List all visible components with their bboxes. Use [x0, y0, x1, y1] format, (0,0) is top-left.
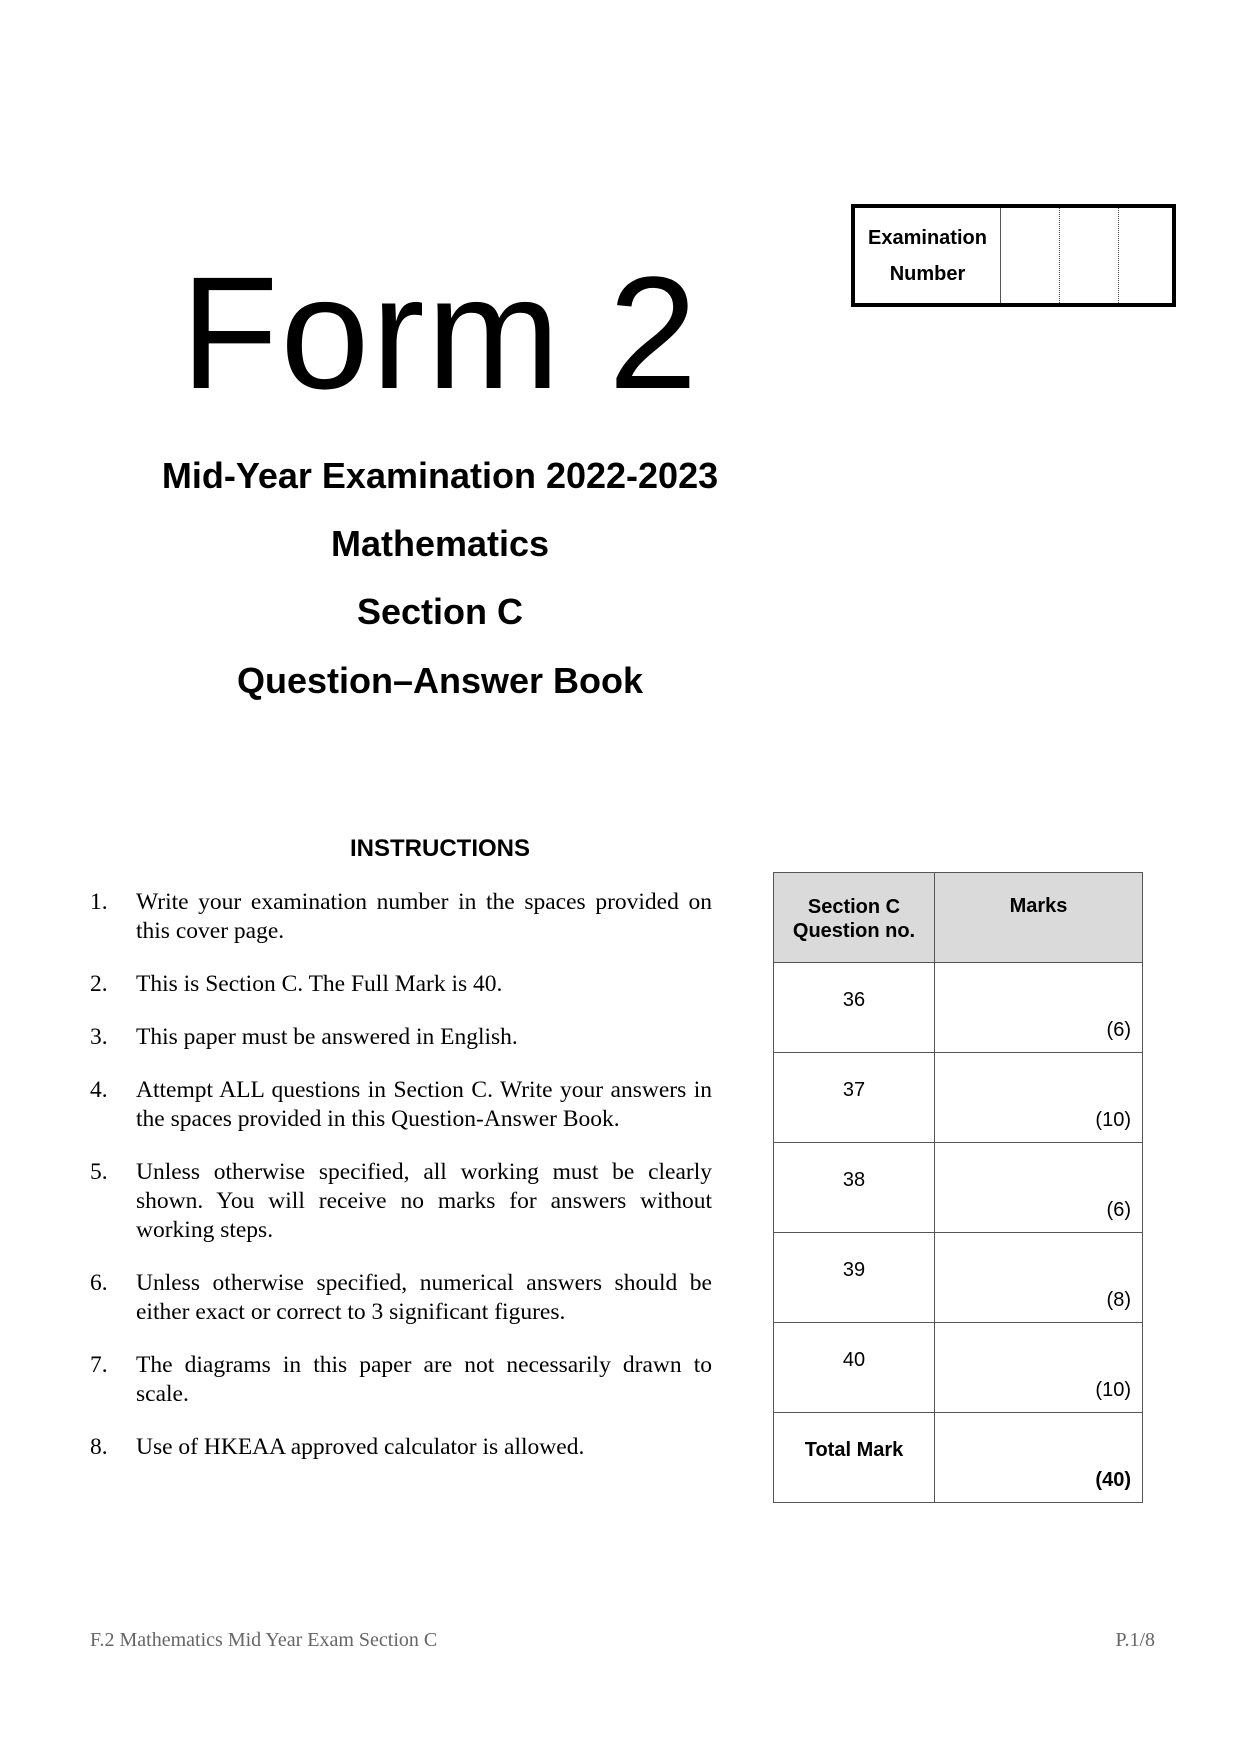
instruction-text: Write your examination number in the spaces provided on this cover page. — [136, 889, 712, 944]
exam-title: Mid-Year Examination 2022-2023 — [161, 455, 719, 496]
instructions-list — [90, 888, 712, 1486]
marks-table-header — [774, 873, 1143, 963]
table-row — [774, 963, 1143, 1053]
marks-column-header: Marks — [935, 873, 1143, 963]
instruction-item — [90, 1158, 712, 1245]
question-column-header — [774, 873, 935, 963]
instruction-item — [90, 888, 712, 946]
instruction-number: 4. — [90, 1077, 108, 1103]
instruction-item — [90, 970, 712, 999]
instruction-text: Attempt ALL questions in Section C. Write your answers in the spaces provided in this Question-Answer Book. — [136, 1077, 712, 1132]
total-marks-cell[interactable] — [935, 1413, 1143, 1503]
examination-number-cell-3[interactable] — [1119, 208, 1172, 303]
question-header-line1: Section C — [807, 896, 901, 918]
total-max-marks: (40) — [1095, 1469, 1131, 1491]
form-title: Form 2 — [180, 243, 700, 422]
instruction-item — [90, 1351, 712, 1409]
instruction-number: 6. — [90, 1270, 108, 1296]
instruction-number: 8. — [90, 1434, 108, 1460]
marks-table — [773, 872, 1143, 1503]
table-row — [774, 1143, 1143, 1233]
examination-label-line2: Number — [889, 262, 966, 285]
section-title: Section C — [356, 591, 524, 632]
max-marks: (10) — [1095, 1109, 1131, 1131]
question-number-cell: 37 — [774, 1053, 935, 1143]
max-marks: (10) — [1095, 1379, 1131, 1401]
instruction-number: 3. — [90, 1024, 108, 1050]
instruction-item — [90, 1076, 712, 1134]
instruction-number: 7. — [90, 1352, 108, 1378]
table-row — [774, 1323, 1143, 1413]
question-number-cell: 39 — [774, 1233, 935, 1323]
instructions-heading: INSTRUCTIONS — [350, 835, 530, 862]
instruction-number: 1. — [90, 889, 108, 915]
question-number-cell: 36 — [774, 963, 935, 1053]
max-marks: (6) — [1106, 1019, 1131, 1041]
total-mark-label: Total Mark — [774, 1413, 935, 1503]
subject-title: Mathematics — [330, 523, 550, 564]
instruction-text: Unless otherwise specified, numerical answers should be either exact or correct to 3 significant figures. — [136, 1270, 712, 1325]
book-title: Question–Answer Book — [236, 660, 644, 701]
instruction-text: The diagrams in this paper are not necessarily drawn to scale. — [136, 1352, 712, 1407]
marks-cell[interactable] — [935, 1323, 1143, 1413]
footer-page-number: P.1/8 — [1115, 1629, 1155, 1651]
instruction-text: Unless otherwise specified, all working must be clearly shown. You will receive no marks for answers without working steps. — [136, 1159, 712, 1243]
instruction-text: Use of HKEAA approved calculator is allowed. — [136, 1434, 585, 1460]
table-row — [774, 1233, 1143, 1323]
instruction-text: This paper must be answered in English. — [136, 1024, 518, 1050]
max-marks: (6) — [1106, 1199, 1131, 1221]
examination-number-cell-1[interactable] — [1001, 208, 1060, 303]
footer-document-title: F.2 Mathematics Mid Year Exam Section C — [90, 1629, 438, 1651]
instruction-number: 2. — [90, 971, 108, 997]
question-number-cell: 40 — [774, 1323, 935, 1413]
examination-label-line1: Examination — [868, 226, 987, 249]
table-row — [774, 1053, 1143, 1143]
examination-number-box — [851, 204, 1176, 307]
marks-cell[interactable] — [935, 1143, 1143, 1233]
marks-cell[interactable] — [935, 1233, 1143, 1323]
instruction-text: This is Section C. The Full Mark is 40. — [136, 971, 503, 997]
marks-cell[interactable] — [935, 1053, 1143, 1143]
instruction-item — [90, 1023, 712, 1052]
question-header-line2: Question no. — [792, 920, 916, 942]
instruction-number: 5. — [90, 1159, 108, 1185]
marks-cell[interactable] — [935, 963, 1143, 1053]
instruction-item — [90, 1269, 712, 1327]
max-marks: (8) — [1106, 1289, 1131, 1311]
instruction-item — [90, 1433, 712, 1462]
question-number-cell: 38 — [774, 1143, 935, 1233]
examination-number-cell-2[interactable] — [1060, 208, 1119, 303]
total-row — [774, 1413, 1143, 1503]
